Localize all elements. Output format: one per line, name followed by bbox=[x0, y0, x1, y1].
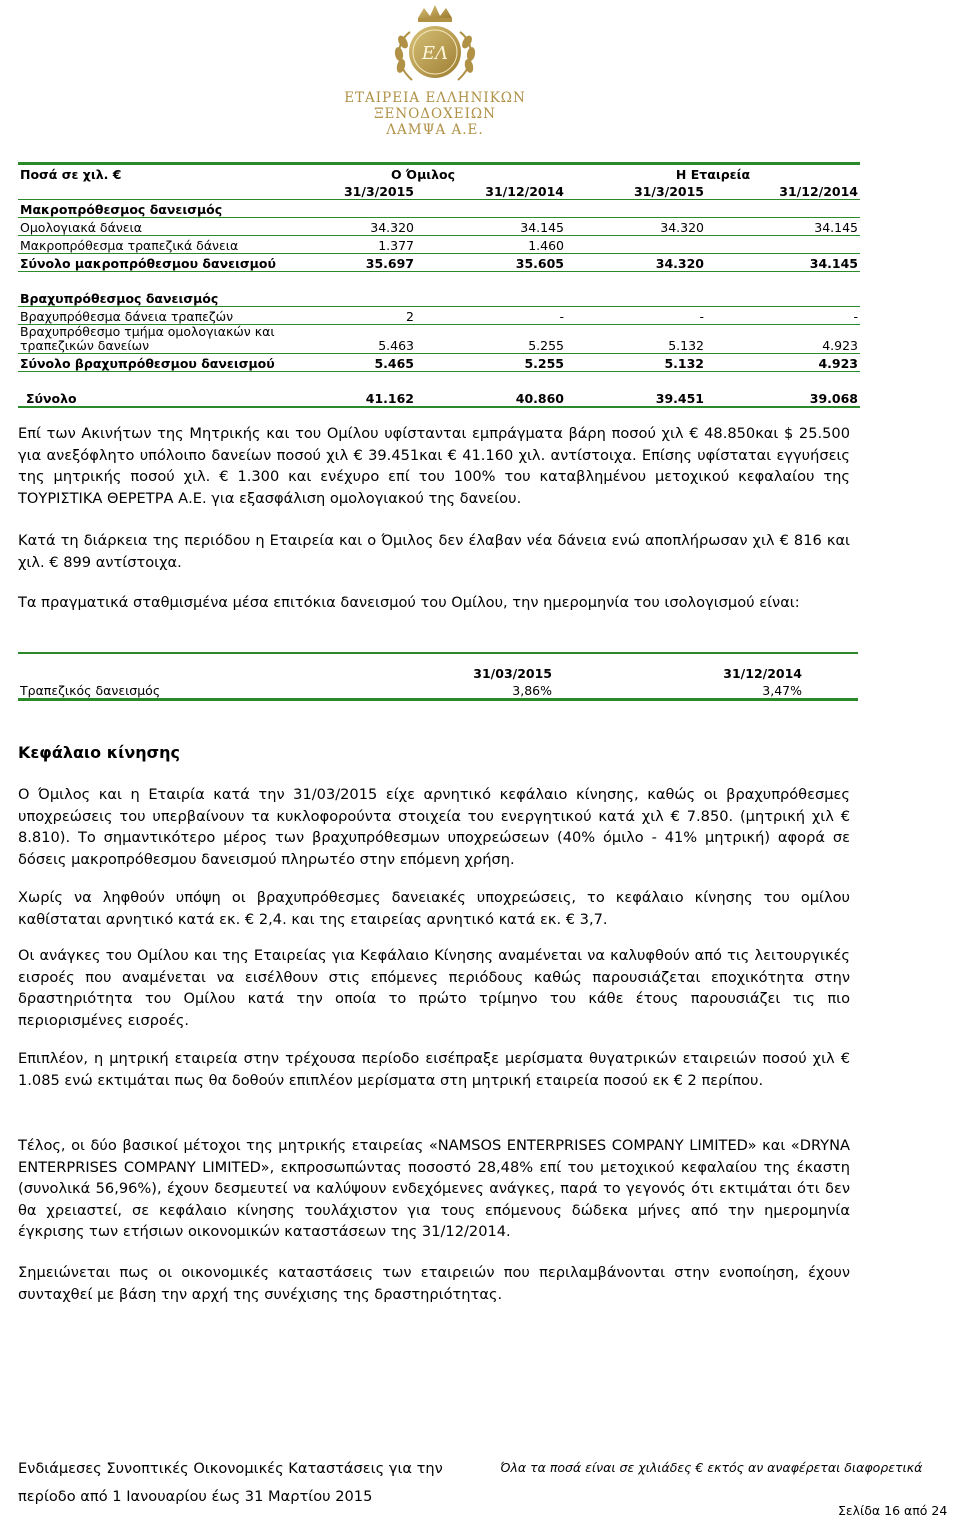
logo-company-subname: ΛΑΜΨΑ Α.Ε. bbox=[386, 122, 484, 138]
grand-total-row bbox=[18, 389, 860, 407]
row-label: Σύνολο βραχυπρόθεσμου δανεισμού bbox=[18, 354, 280, 372]
footer-title: Ενδιάμεσες Συνοπτικές Οικονομικές Καταστάσεις για την περίοδο από 1 Ιανουαρίου έως 31 Μαρτίου 2015 bbox=[18, 1460, 443, 1505]
encumbrances-paragraph: Επί των Ακινήτων της Μητρικής και του Ομίλου υφίστανται εμπράγματα βάρη ποσού χιλ € 48.850και $ 25.500 για ανεξόφλητο υπόλοιπο δανείων ποσού χιλ € 39.451και € 41.160 χιλ. αντίστοιχα. Επίσης υφίσταται εγγυήσεις της μητρικής ποσού χιλ. € 1.300 και ενέχυρο επί του 100% του καταβλημένου μετοχικού κεφαλαίου της ΤΟΥΡΙΣΤΙΚΑ ΘΕΡΕΤΡΑ Α.Ε. για εξασφάλιση ομολογιακού της δανείου. bbox=[18, 425, 850, 507]
rates-header-row bbox=[18, 664, 858, 681]
rates-table bbox=[18, 652, 858, 701]
value-cell bbox=[706, 236, 860, 254]
value-cell: 34.320 bbox=[566, 218, 706, 236]
section-heading: Κεφάλαιο κίνησης bbox=[18, 743, 180, 762]
value-cell: 3,47% bbox=[554, 681, 804, 700]
group-header: Ο Όμιλος bbox=[280, 164, 566, 183]
footer-note: Όλα τα ποσά είναι σε χιλιάδες € εκτός αν αναφέρεται διαφορετικά bbox=[500, 1460, 923, 1475]
date-cell: 31/03/2015 bbox=[473, 666, 552, 681]
row-label: Σύνολο μακροπρόθεσμου δανεισμού bbox=[18, 254, 280, 272]
value-cell: - bbox=[706, 307, 860, 325]
working-capital-paragraph: Χωρίς να ληφθούν υπόψη οι βραχυπρόθεσμες δανειακές υποχρεώσεις, το κεφάλαιο κίνησης του ομίλου καθίσταται αρνητικό κατά εκ. € 2,4. και της εταιρείας αρνητικό κατά εκ. € 3,7. bbox=[18, 889, 850, 928]
value-cell: 34.145 bbox=[706, 218, 860, 236]
loans-table bbox=[18, 162, 860, 408]
value-cell: 34.145 bbox=[416, 218, 566, 236]
value-cell: 35.697 bbox=[280, 254, 416, 272]
table-row bbox=[18, 325, 860, 354]
dates-row bbox=[18, 182, 860, 200]
value-cell: - bbox=[566, 307, 706, 325]
table-row bbox=[18, 236, 860, 254]
page-number: Σελίδα 16 από 24 bbox=[838, 1503, 948, 1518]
value-cell: 34.145 bbox=[706, 254, 860, 272]
crest-icon bbox=[370, 2, 500, 90]
amounts-header: Ποσά σε χιλ. € bbox=[18, 164, 280, 183]
working-capital-paragraph: Ο Όμιλος και η Εταιρία κατά την 31/03/2015 είχε αρνητικό κεφάλαιο κίνησης, καθώς οι βραχυπρόθεσμες υποχρεώσεις του υπερβαίνουν τα κυκλοφορούντα στοιχεία του ενεργητικού κατά χιλ € 7.850. (μητρική χιλ € 8.810). Το σημαντικότερο μέρος των βραχυπρόθεσμων υποχρεώσεων (40% όμιλο - 41% μητρική) αφορά σε δόσεις μακροπρόθεσμου δανεισμού πληρωτέο στην επόμενη χρήση. bbox=[18, 786, 850, 868]
row-label: Ομολογιακά δάνεια bbox=[18, 218, 280, 236]
row-label: Βραχυπρόθεσμο τμήμα ομολογιακών και τραπεζικών δανείων bbox=[18, 325, 280, 354]
long-total-row bbox=[18, 254, 860, 272]
section-title-row bbox=[18, 289, 860, 307]
table-row bbox=[18, 307, 860, 325]
table-row bbox=[18, 218, 860, 236]
value-cell: - bbox=[416, 307, 566, 325]
company-header: Η Εταιρεία bbox=[566, 164, 860, 183]
value-cell: 5.465 bbox=[280, 354, 416, 372]
value-cell: 2 bbox=[280, 307, 416, 325]
row-label: Τραπεζικός δανεισμός bbox=[18, 681, 318, 700]
long-term-title: Μακροπρόθεσμος δανεισμός bbox=[18, 200, 280, 218]
short-total-row bbox=[18, 354, 860, 372]
company-logo bbox=[290, 2, 580, 138]
row-label: Μακροπρόθεσμα τραπεζικά δάνεια bbox=[18, 236, 280, 254]
value-cell: 4.923 bbox=[706, 354, 860, 372]
working-capital-paragraph: Τέλος, οι δύο βασικοί μέτοχοι της μητρικής εταιρείας «NAMSOS ENTERPRISES COMPANY LIMITED» και «DRYNA ENTERPRISES COMPANY LIMITED», εκπροσωπώντας ποσοστό 28,48% επί του μετοχικού κεφαλαίου της έκαστη (συνολικά 56,96%), έχουν δεσμευτεί να καλύψουν ενδεχόμενες ανάγκες, παρά το γεγονός ότι εκτιμάται ότι δεν θα χρειαστεί, σε κεφάλαιο κίνησης τουλάχιστον για τους επόμενους δώδεκα μήνες από την ημερομηνία έγκρισης των ετήσιων οικονομικών καταστάσεων της 31/12/2014. bbox=[18, 1137, 850, 1240]
value-cell: 40.860 bbox=[416, 389, 566, 407]
working-capital-paragraph: Οι ανάγκες του Ομίλου και της Εταιρείας για Κεφάλαιο Κίνησης αναμένεται να καλυφθούν από τις λειτουργικές εισροές που αναμένεται να εισέλθουν στις επόμενες περιόδους καθώς παρουσιάζεται εποχικότητα στην δραστηριότητα του Ομίλου κατά την οποία το πρώτο τρίμηνο του κάθε έτους παρουσιάζει τις πιο περιορισμένες εισροές. bbox=[18, 947, 850, 1029]
table-row bbox=[18, 681, 858, 700]
interest-rates-intro: Τα πραγματικά σταθμισμένα μέσα επιτόκια δανεισμού του Ομίλου, την ημερομηνία του ισολογισμού είναι: bbox=[18, 594, 800, 611]
table-header-row bbox=[18, 164, 860, 183]
value-cell: 39.451 bbox=[566, 389, 706, 407]
date-cell: 31/12/2014 bbox=[723, 666, 802, 681]
value-cell: 34.320 bbox=[280, 218, 416, 236]
date-cell: 31/3/2015 bbox=[280, 182, 416, 200]
date-cell: 31/12/2014 bbox=[416, 182, 566, 200]
value-cell: 34.320 bbox=[566, 254, 706, 272]
value-cell: 3,86% bbox=[318, 681, 554, 700]
value-cell: 5.463 bbox=[280, 325, 416, 354]
date-cell: 31/3/2015 bbox=[566, 182, 706, 200]
value-cell: 41.162 bbox=[280, 389, 416, 407]
logo-company-name: ΕΤΑΙΡΕΙΑ ΕΛΛΗΝΙΚΩΝ ΞΕΝΟΔΟΧΕΙΩΝ bbox=[344, 90, 526, 122]
value-cell: 5.255 bbox=[416, 354, 566, 372]
date-cell: 31/12/2014 bbox=[706, 182, 860, 200]
section-title-row bbox=[18, 200, 860, 218]
value-cell: 5.132 bbox=[566, 325, 706, 354]
working-capital-paragraph: Σημειώνεται πως οι οικονομικές καταστάσεις των εταιρειών που περιλαμβάνονται στην ενοποίηση, έχουν συνταχθεί με βάση την αρχή της συνέχισης της δραστηριότητας. bbox=[18, 1264, 850, 1303]
row-label: Βραχυπρόθεσμα δάνεια τραπεζών bbox=[18, 307, 280, 325]
value-cell: 1.377 bbox=[280, 236, 416, 254]
row-label: Σύνολο bbox=[18, 389, 280, 407]
value-cell: 35.605 bbox=[416, 254, 566, 272]
value-cell: 39.068 bbox=[706, 389, 860, 407]
value-cell: 5.255 bbox=[416, 325, 566, 354]
repayments-paragraph: Κατά τη διάρκεια της περιόδου η Εταιρεία και ο Όμιλος δεν έλαβαν νέα δάνεια ενώ αποπλήρωσαν χιλ € 816 και χιλ. € 899 αντίστοιχα. bbox=[18, 532, 850, 571]
short-term-title: Βραχυπρόθεσμος δανεισμός bbox=[18, 289, 280, 307]
svg-text:ΕΛ: ΕΛ bbox=[421, 43, 449, 64]
value-cell bbox=[566, 236, 706, 254]
working-capital-paragraph: Επιπλέον, η μητρική εταιρεία στην τρέχουσα περίοδο εισέπραξε μερίσματα θυγατρικών εταιρειών ποσού χιλ € 1.085 ενώ εκτιμάται πως θα δοθούν επιπλέον μερίσματα στη μητρική εταιρεία ποσού εκ € 2 περίπου. bbox=[18, 1050, 850, 1089]
value-cell: 4.923 bbox=[706, 325, 860, 354]
value-cell: 1.460 bbox=[416, 236, 566, 254]
value-cell: 5.132 bbox=[566, 354, 706, 372]
